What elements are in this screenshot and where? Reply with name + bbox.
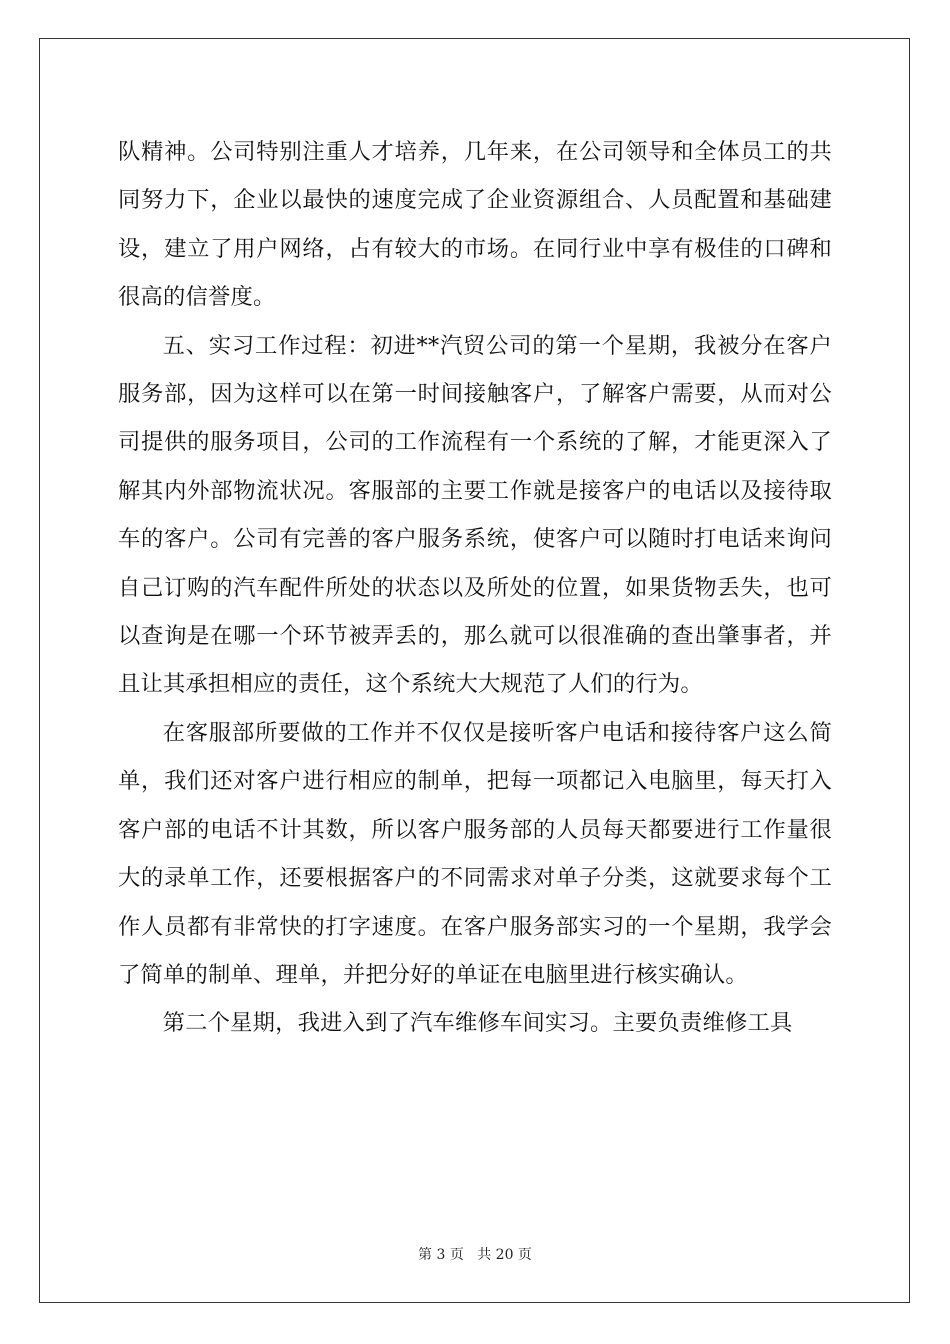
page-total: 共 20 页: [477, 1247, 532, 1263]
paragraph: 在客服部所要做的工作并不仅仅是接听客户电话和接待客户这么简单，我们还对客户进行相应的制单，把每一项都记入电脑里，每天打入客户部的电话不计其数，所以客户服务部的人员每天都要进行工作量很大的录单工作，还要根据客户的不同需求对单子分类，这就要求每个工作人员都有非常快的打字速度。在客户服务部实习的一个星期，我学会了简单的制单、理单，并把分好的单证在电脑里进行核实确认。: [118, 719, 832, 988]
page-number: 第 3 页: [418, 1247, 464, 1263]
page-footer: [0, 1246, 950, 1264]
document-body: [118, 128, 832, 1048]
paragraph: 第二个星期，我进入到了汽车维修车间实习。主要负责维修工具: [162, 1010, 793, 1037]
paragraph: 队精神。公司特别注重人才培养，几年来，在公司领导和全体员工的共同努力下，企业以最快的速度完成了企业资源组合、人员配置和基础建设，建立了用户网络，占有较大的市场。在同行业中享有极佳的口碑和很高的信誉度。: [118, 139, 832, 311]
paragraph: 五、实习工作过程：初进**汽贸公司的第一个星期，我被分在客户服务部，因为这样可以在第一时间接触客户，了解客户需要，从而对公司提供的服务项目，公司的工作流程有一个系统的了解，才能更深入了解其内外部物流状况。客服部的主要工作就是接客户的电话以及接待取车的客户。公司有完善的客户服务系统，使客户可以随时打电话来询问自己订购的汽车配件所处的状态以及所处的位置，如果货物丢失，也可以查询是在哪一个环节被弄丢的，那么就可以很准确的查出肇事者，并且让其承担相应的责任，这个系统大大规范了人们的行为。: [118, 332, 832, 698]
